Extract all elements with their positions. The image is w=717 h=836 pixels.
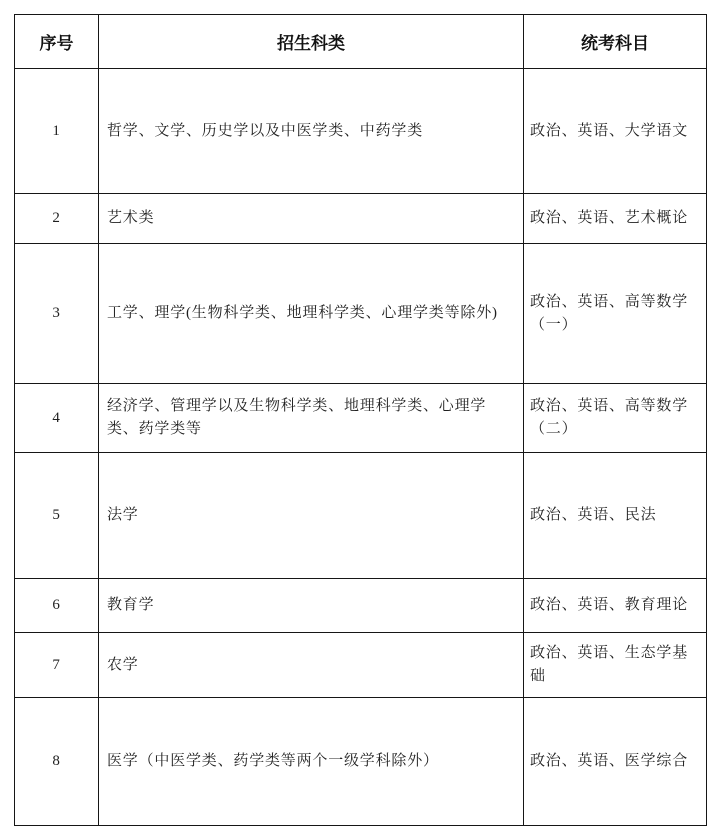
cell-subjects: 政治、英语、民法 [524,453,707,579]
cell-serial-number: 7 [15,633,99,698]
cell-category: 艺术类 [99,194,524,244]
cell-category: 医学（中医学类、药学类等两个一级学科除外） [99,698,524,826]
cell-serial-number: 1 [15,69,99,194]
cell-category: 农学 [99,633,524,698]
cell-category: 教育学 [99,579,524,633]
table-row [15,579,707,633]
cell-subjects: 政治、英语、艺术概论 [524,194,707,244]
table-header-row [15,15,707,69]
cell-serial-number: 8 [15,698,99,826]
cell-category: 法学 [99,453,524,579]
cell-serial-number: 2 [15,194,99,244]
table-row [15,69,707,194]
table-row [15,194,707,244]
admission-categories-exam-subjects-table [14,14,707,826]
table-row [15,633,707,698]
cell-serial-number: 5 [15,453,99,579]
header-category: 招生科类 [99,15,524,69]
cell-category: 哲学、文学、历史学以及中医学类、中药学类 [99,69,524,194]
cell-subjects: 政治、英语、教育理论 [524,579,707,633]
table-row [15,244,707,384]
cell-subjects: 政治、英语、医学综合 [524,698,707,826]
cell-subjects: 政治、英语、生态学基 础 [524,633,707,698]
cell-category: 经济学、管理学以及生物科学类、地理科学类、心理学 类、药学类等 [99,384,524,453]
cell-category: 工学、理学(生物科学类、地理科学类、心理学类等除外) [99,244,524,384]
cell-subjects: 政治、英语、高等数学 （一） [524,244,707,384]
table-row [15,698,707,826]
cell-serial-number: 6 [15,579,99,633]
cell-subjects: 政治、英语、高等数学 （二） [524,384,707,453]
table-row [15,384,707,453]
header-serial-number: 序号 [15,15,99,69]
cell-subjects: 政治、英语、大学语文 [524,69,707,194]
header-subjects: 统考科目 [524,15,707,69]
cell-serial-number: 4 [15,384,99,453]
cell-serial-number: 3 [15,244,99,384]
table-row [15,453,707,579]
